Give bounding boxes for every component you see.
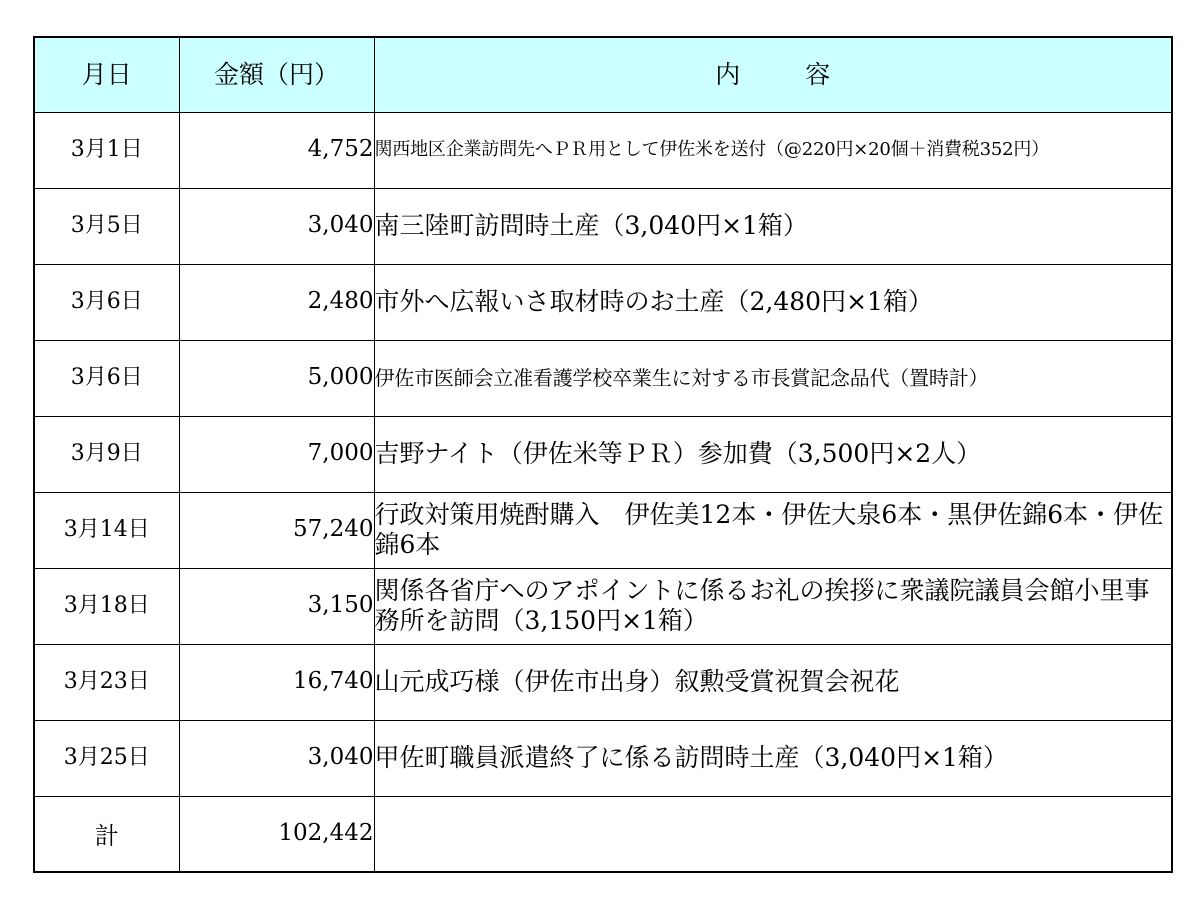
row-amount: 2,480 [179,264,374,340]
header-amount: 金額（円） [179,37,374,112]
header-row [34,37,1172,112]
row-description: 吉野ナイト（伊佐米等ＰＲ）参加費（3,500円×2人） [374,416,1172,492]
header-description [374,37,1172,112]
table-row [34,644,1172,720]
row-date: 3月25日 [34,720,179,796]
row-amount: 3,040 [179,720,374,796]
row-date: 3月23日 [34,644,179,720]
table-row [34,492,1172,568]
row-amount: 5,000 [179,340,374,416]
row-description: 山元成巧様（伊佐市出身）叙勲受賞祝賀会祝花 [374,644,1172,720]
row-date: 3月6日 [34,264,179,340]
row-amount: 57,240 [179,492,374,568]
row-amount: 4,752 [179,112,374,188]
row-description: 行政対策用焼酎購入 伊佐美12本・伊佐大泉6本・黒伊佐錦6本・伊佐錦6本 [374,492,1172,568]
table-row [34,112,1172,188]
row-amount: 3,150 [179,568,374,644]
row-date: 3月5日 [34,188,179,264]
row-description: 甲佐町職員派遣終了に係る訪問時土産（3,040円×1箱） [374,720,1172,796]
header-date: 月日 [34,37,179,112]
row-description: 関係各省庁へのアポイントに係るお礼の挨拶に衆議院議員会館小里事務所を訪問（3,150円×1箱） [374,568,1172,644]
total-label: 計 [34,796,179,872]
header-description-text: 内容 [715,59,896,89]
row-date: 3月1日 [34,112,179,188]
total-description [374,796,1172,872]
row-date: 3月14日 [34,492,179,568]
row-date: 3月9日 [34,416,179,492]
total-row [34,796,1172,872]
table-row [34,188,1172,264]
row-amount: 7,000 [179,416,374,492]
row-date: 3月6日 [34,340,179,416]
row-description: 南三陸町訪問時土産（3,040円×1箱） [374,188,1172,264]
row-description: 関西地区企業訪問先へＰＲ用として伊佐米を送付（@220円×20個＋消費税352円） [374,112,1172,188]
row-description: 伊佐市医師会立准看護学校卒業生に対する市長賞記念品代（置時計） [374,340,1172,416]
table-row [34,568,1172,644]
row-amount: 3,040 [179,188,374,264]
row-description: 市外へ広報いさ取材時のお土産（2,480円×1箱） [374,264,1172,340]
row-date: 3月18日 [34,568,179,644]
expense-table [33,36,1173,873]
table-row [34,416,1172,492]
table-row [34,340,1172,416]
total-amount: 102,442 [179,796,374,872]
row-amount: 16,740 [179,644,374,720]
table-row [34,720,1172,796]
table-row [34,264,1172,340]
